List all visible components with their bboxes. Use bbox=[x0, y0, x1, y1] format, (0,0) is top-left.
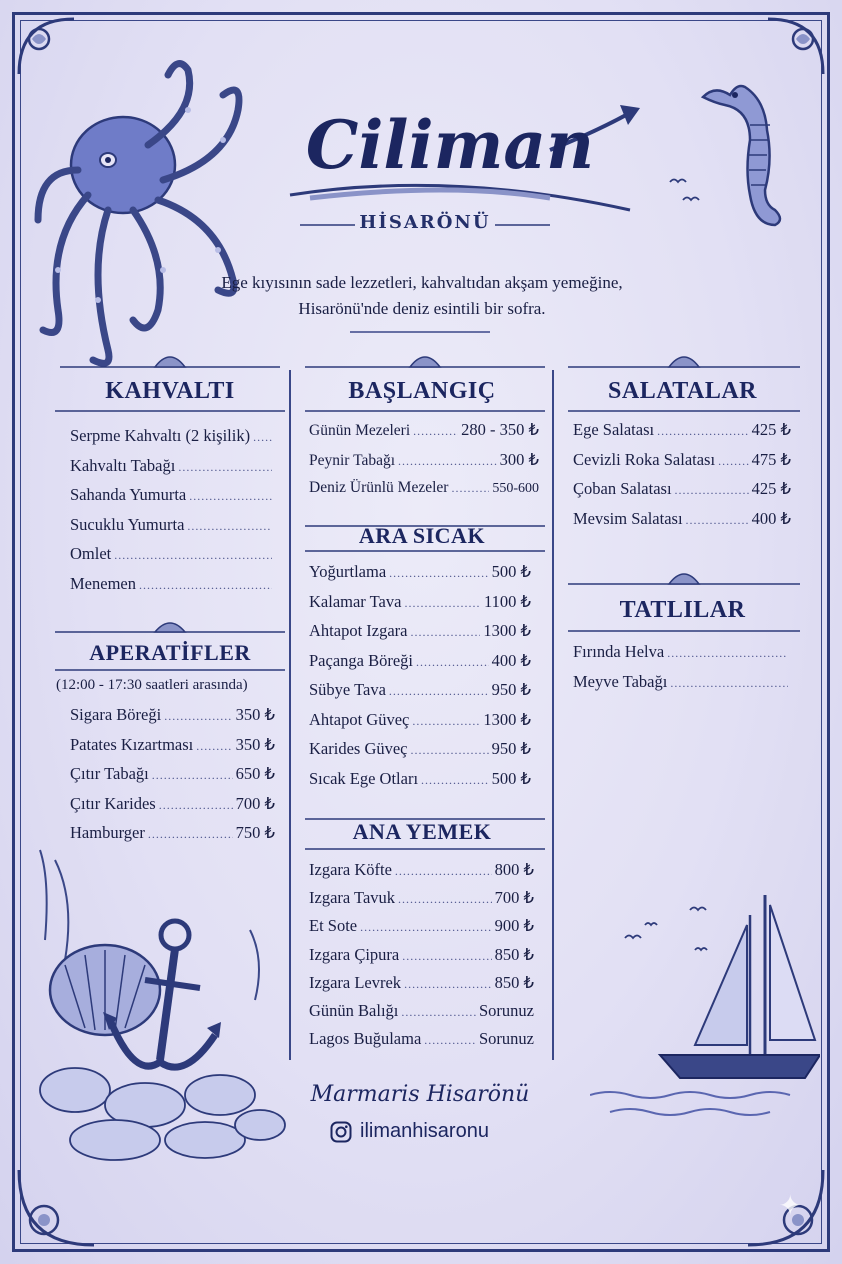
item-price: 750 ₺ bbox=[235, 823, 275, 842]
seahorse-illustration bbox=[695, 65, 805, 240]
menu-item bbox=[309, 1029, 534, 1057]
menu-item bbox=[309, 888, 534, 916]
item-price: 425 ₺ bbox=[751, 479, 791, 498]
shell-ornament-icon bbox=[305, 345, 545, 375]
item-name: Meyve Tabağı bbox=[573, 671, 668, 691]
item-price: 350 ₺ bbox=[235, 705, 275, 724]
item-name: Patates Kızartması bbox=[70, 734, 194, 754]
item-name: Günün Mezeleri bbox=[309, 422, 411, 439]
item-price: 1300 ₺ bbox=[483, 621, 531, 640]
item-price: 500 ₺ bbox=[491, 562, 531, 581]
menu-item bbox=[309, 621, 531, 651]
item-price: 800 ₺ bbox=[494, 860, 534, 879]
item-name: Sübye Tava bbox=[309, 680, 386, 699]
item-price: 700 ₺ bbox=[494, 888, 534, 908]
heading-rule bbox=[55, 408, 285, 414]
heading-rule bbox=[568, 628, 800, 634]
instagram-handle[interactable] bbox=[330, 1120, 530, 1143]
item-name: Çıtır Karides bbox=[70, 793, 156, 813]
menu-item bbox=[309, 562, 531, 592]
baslangic-list bbox=[309, 420, 539, 509]
item-price: Sorunuz bbox=[479, 1000, 534, 1020]
sparkle-icon: ✦ bbox=[778, 1189, 802, 1222]
salatalar-list bbox=[573, 420, 791, 538]
item-price: 850 ₺ bbox=[494, 972, 534, 992]
item-name: Sahanda Yumurta bbox=[70, 485, 187, 504]
sailboat-illustration bbox=[590, 880, 820, 1130]
heading-rule bbox=[55, 667, 285, 673]
intro-line-2: Hisarönü'nde deniz esintili bir sofra. bbox=[298, 299, 546, 318]
intro-line-1: Ege kıyısının sade lezzetleri, kahvaltıdan akşam yemeğine, bbox=[221, 273, 623, 292]
birds-icon bbox=[665, 172, 710, 212]
item-price: 280 - 350 ₺ bbox=[461, 420, 539, 439]
item-price: 1300 ₺ bbox=[483, 709, 531, 729]
menu-item bbox=[309, 450, 539, 480]
menu-item bbox=[309, 860, 534, 888]
aperatifler-list bbox=[70, 705, 275, 853]
item-name: Deniz Ürünlü Mezeler bbox=[309, 479, 449, 496]
item-price: 900 ₺ bbox=[494, 916, 534, 936]
menu-item bbox=[70, 764, 275, 794]
item-name: Menemen bbox=[70, 573, 136, 593]
kahvalti-list bbox=[70, 426, 275, 603]
aperatifler-hours-note: (12:00 - 17:30 saatleri arasında) bbox=[56, 677, 248, 693]
item-price: 850 ₺ bbox=[494, 944, 534, 964]
item-name: Cevizli Roka Salatası bbox=[573, 449, 716, 469]
heading-aperatifler: APERATİFLER bbox=[89, 640, 251, 665]
item-name: Ahtapot Izgara bbox=[309, 621, 408, 640]
item-price: 550-600 bbox=[492, 481, 539, 496]
menu-item bbox=[309, 769, 531, 799]
item-price: 700 ₺ bbox=[235, 793, 275, 813]
item-name: Çoban Salatası bbox=[573, 479, 672, 498]
item-name: Sıcak Ege Otları bbox=[309, 768, 419, 788]
item-price: 650 ₺ bbox=[235, 764, 275, 783]
item-price: 300 ₺ bbox=[499, 449, 539, 469]
heading-ara-sicak: ARA SICAK bbox=[358, 523, 486, 548]
heading-tatlilar: TATLILAR bbox=[619, 597, 746, 623]
octopus-illustration bbox=[28, 50, 268, 380]
menu-item bbox=[309, 945, 534, 973]
item-name: Kahvaltı Tabağı bbox=[70, 455, 176, 475]
item-price: 950 ₺ bbox=[491, 680, 531, 699]
item-price: 950 ₺ bbox=[491, 739, 531, 758]
item-name: Kalamar Tava bbox=[309, 591, 402, 611]
logo-text: Ciliman bbox=[305, 106, 595, 184]
heading-kahvalti: KAHVALTI bbox=[105, 378, 235, 404]
menu-item bbox=[573, 420, 791, 450]
menu-item bbox=[70, 426, 275, 456]
item-name: Paçanga Böreği bbox=[309, 650, 414, 670]
shell-ornament-icon bbox=[568, 345, 800, 375]
heading-rule bbox=[568, 408, 800, 414]
menu-item bbox=[70, 544, 275, 574]
menu-item bbox=[70, 574, 275, 604]
menu-item bbox=[309, 710, 531, 740]
item-name: Serpme Kahvaltı (2 kişilik) bbox=[70, 426, 251, 445]
menu-item bbox=[309, 739, 531, 769]
item-name: Lagos Buğulama bbox=[309, 1029, 422, 1049]
item-name: Et Sote bbox=[309, 916, 358, 936]
column-divider-right bbox=[552, 370, 554, 1060]
item-name: Ahtapot Güveç bbox=[309, 709, 410, 729]
instagram-handle-text: ilimanhisaronu bbox=[360, 1120, 489, 1142]
menu-item bbox=[309, 1001, 534, 1029]
item-price: 1100 ₺ bbox=[483, 591, 531, 611]
item-name: Izgara Tavuk bbox=[309, 888, 396, 908]
item-name: Izgara Levrek bbox=[309, 972, 402, 992]
intro-divider bbox=[350, 328, 490, 336]
instagram-icon bbox=[330, 1121, 352, 1143]
item-name: Günün Balığı bbox=[309, 1000, 399, 1020]
menu-item bbox=[573, 450, 791, 480]
tatlilar-list bbox=[573, 642, 791, 701]
menu-item bbox=[309, 651, 531, 681]
corner-ornament-bottom-left bbox=[14, 1160, 104, 1250]
menu-item bbox=[573, 479, 791, 509]
menu-item bbox=[70, 456, 275, 486]
item-name: Mevsim Salatası bbox=[573, 508, 683, 528]
ara-sicak-list bbox=[309, 562, 531, 798]
item-name: Ege Salatası bbox=[573, 420, 655, 439]
item-name: Izgara Çipura bbox=[309, 944, 400, 964]
item-price: 400 ₺ bbox=[491, 650, 531, 670]
shell-ornament-icon bbox=[60, 345, 280, 375]
menu-item bbox=[309, 680, 531, 710]
menu-item bbox=[309, 420, 539, 450]
item-name: Peynir Tabağı bbox=[309, 451, 396, 469]
heading-rule bbox=[305, 408, 545, 414]
item-name: Fırında Helva bbox=[573, 642, 665, 661]
menu-item bbox=[70, 735, 275, 765]
ana-yemek-list bbox=[309, 860, 534, 1057]
shell-ornament-icon bbox=[55, 612, 285, 638]
shell-ornament-icon bbox=[568, 562, 800, 592]
item-name: Hamburger bbox=[70, 823, 145, 842]
heading-baslangic: BAŞLANGIÇ bbox=[348, 378, 496, 404]
menu-item bbox=[309, 916, 534, 944]
menu-item bbox=[309, 973, 534, 1001]
item-name: Karides Güveç bbox=[309, 739, 408, 758]
item-price: 500 ₺ bbox=[491, 768, 531, 788]
item-name: Çıtır Tabağı bbox=[70, 764, 149, 783]
item-price: 425 ₺ bbox=[751, 420, 791, 439]
item-price: 400 ₺ bbox=[751, 508, 791, 528]
intro-text bbox=[170, 270, 674, 322]
heading-ana-yemek: ANA YEMEK bbox=[352, 819, 492, 844]
logo-wordmark bbox=[250, 70, 650, 220]
item-price: 350 ₺ bbox=[235, 734, 275, 754]
menu-item bbox=[573, 509, 791, 539]
menu-item bbox=[70, 515, 275, 545]
menu-item bbox=[309, 479, 539, 509]
item-name: Izgara Köfte bbox=[309, 860, 392, 879]
menu-item bbox=[309, 592, 531, 622]
item-name: Omlet bbox=[70, 544, 112, 563]
heading-salatalar: SALATALAR bbox=[608, 378, 757, 404]
item-price: 475 ₺ bbox=[751, 449, 791, 469]
menu-item bbox=[573, 642, 791, 672]
menu-item bbox=[70, 794, 275, 824]
item-name: Sigara Böreği bbox=[70, 705, 162, 724]
menu-item bbox=[70, 705, 275, 735]
item-name: Sucuklu Yumurta bbox=[70, 514, 185, 534]
menu-item bbox=[573, 672, 791, 702]
item-price: Sorunuz bbox=[479, 1029, 534, 1049]
location-subtitle: HİSARÖNÜ bbox=[359, 212, 491, 233]
footer-location: Marmaris Hisarönü bbox=[310, 1082, 530, 1107]
menu-item bbox=[70, 485, 275, 515]
anchor-shells-illustration bbox=[25, 840, 295, 1170]
item-name: Yoğurtlama bbox=[309, 562, 387, 581]
